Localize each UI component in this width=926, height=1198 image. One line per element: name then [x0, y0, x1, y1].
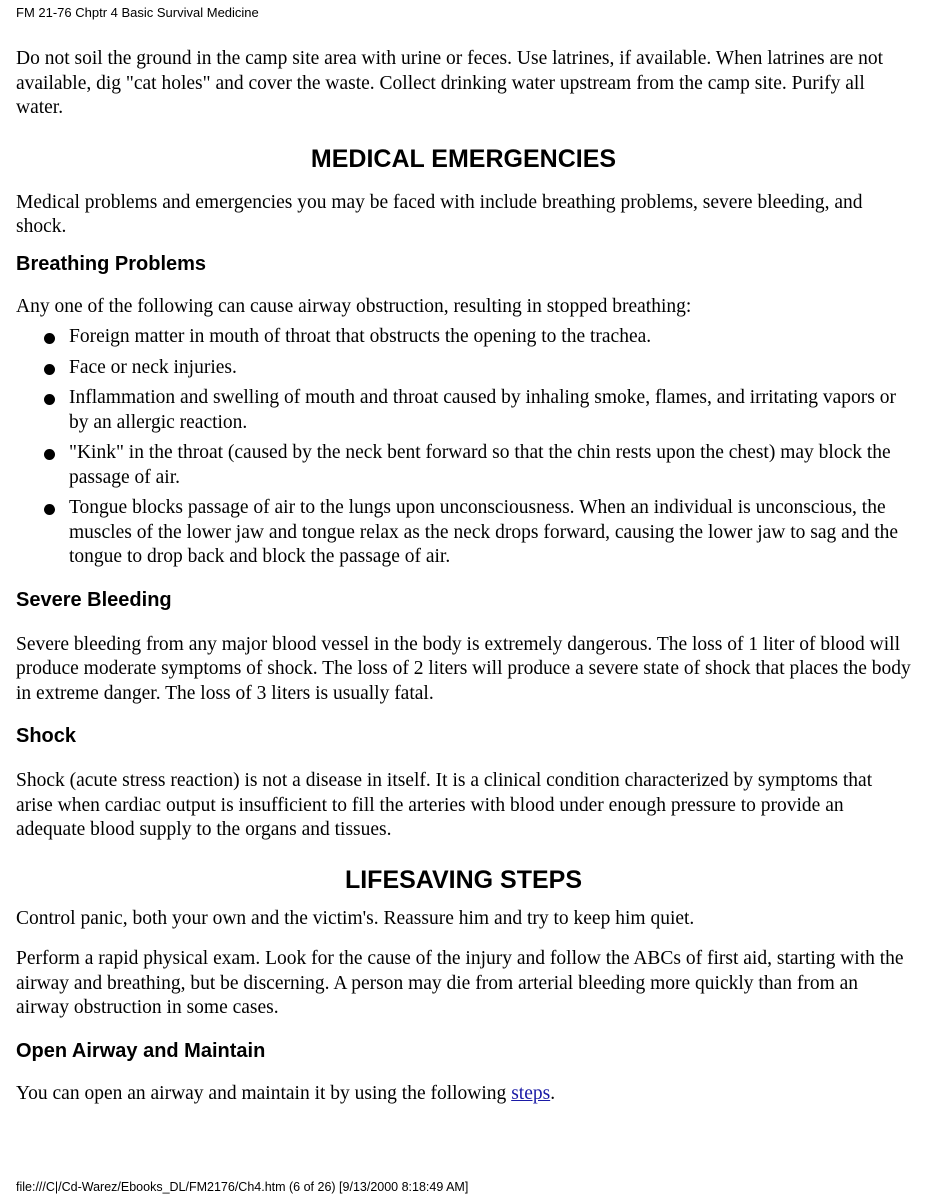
document-content — [16, 47, 911, 1106]
heading-severe-bleeding: Severe Bleeding — [16, 588, 172, 611]
page-footer-path: file:///C|/Cd-Warez/Ebooks_DL/FM2176/Ch4.htm (6 of 26) [9/13/2000 8:18:49 AM] — [16, 1180, 469, 1194]
list-item-text: Tongue blocks passage of air to the lungs upon unconsciousness. When an individual is unconscious, the muscles of the lower jaw and tongue relax as the neck drops forward, causing the lower jaw to sag and the tongue to drop back and block the passage of air. — [69, 497, 899, 567]
airway-text-end: . — [550, 1082, 556, 1104]
medical-paragraph: Medical problems and emergencies you may be faced with include breathing problems, severe bleeding, and shock. — [16, 191, 863, 237]
list-item-text: Foreign matter in mouth of throat that obstructs the opening to the trachea. — [69, 326, 652, 347]
list-item-text: Face or neck injuries. — [69, 356, 237, 378]
page-header-title: FM 21-76 Chptr 4 Basic Survival Medicine — [16, 5, 259, 20]
heading-breathing-problems: Breathing Problems — [16, 252, 207, 275]
intro-paragraph: Do not soil the ground in the camp site area with urine or feces. Use latrines, if available. When latrines are not available, dig "cat holes" and cover the waste. Collect drinking water upstream from the camp site. Purify all water. — [16, 48, 884, 118]
bullet-icon — [44, 504, 55, 515]
breathing-lead: Any one of the following can cause airway obstruction, resulting in stopped breathing: — [16, 295, 692, 317]
heading-lifesaving-steps: LIFESAVING STEPS — [344, 865, 583, 894]
breathing-bullet-list — [16, 325, 911, 570]
list-item — [16, 325, 911, 350]
airway-paragraph — [16, 1082, 911, 1107]
bullet-icon — [44, 394, 55, 405]
heading-shock: Shock — [16, 725, 77, 747]
list-item-text: "Kink" in the throat (caused by the neck bent forward so that the chin rests upon the chest) may block the passage of air. — [69, 442, 891, 488]
bullet-icon — [44, 333, 55, 344]
list-item — [16, 356, 911, 381]
steps-link[interactable]: steps — [511, 1082, 551, 1104]
lifesaving-paragraph-1: Control panic, both your own and the victim's. Reassure him and try to keep him quiet. — [16, 907, 695, 929]
list-item — [16, 441, 911, 490]
bullet-icon — [44, 449, 55, 460]
list-item-text: Inflammation and swelling of mouth and throat caused by inhaling smoke, flames, and irritating vapors or by an allergic reaction. — [69, 387, 896, 433]
lifesaving-paragraph-2: Perform a rapid physical exam. Look for the cause of the injury and follow the ABCs of first aid, starting with the airway and breathing, but be discerning. A person may die from arterial bleeding more quickly than from an airway obstruction in some cases. — [16, 948, 904, 1018]
bullet-icon — [44, 364, 55, 375]
heading-medical-emergencies: MEDICAL EMERGENCIES — [310, 144, 617, 173]
list-item — [16, 386, 911, 435]
airway-text: You can open an airway and maintain it by using the following — [16, 1082, 512, 1104]
list-item — [16, 496, 911, 570]
heading-open-airway: Open Airway and Maintain — [16, 1039, 266, 1062]
shock-paragraph: Shock (acute stress reaction) is not a disease in itself. It is a clinical condition characterized by symptoms that arise when cardiac output is insufficient to fill the arteries with blood under enough pressure to provide an adequate blood supply to the organs and tissues. — [16, 770, 873, 840]
bleeding-paragraph: Severe bleeding from any major blood vessel in the body is extremely dangerous. The loss of 1 liter of blood will produce moderate symptoms of shock. The loss of 2 liters will produce a severe state of shock that places the body in extreme danger. The loss of 3 liters is usually fatal. — [16, 633, 911, 704]
